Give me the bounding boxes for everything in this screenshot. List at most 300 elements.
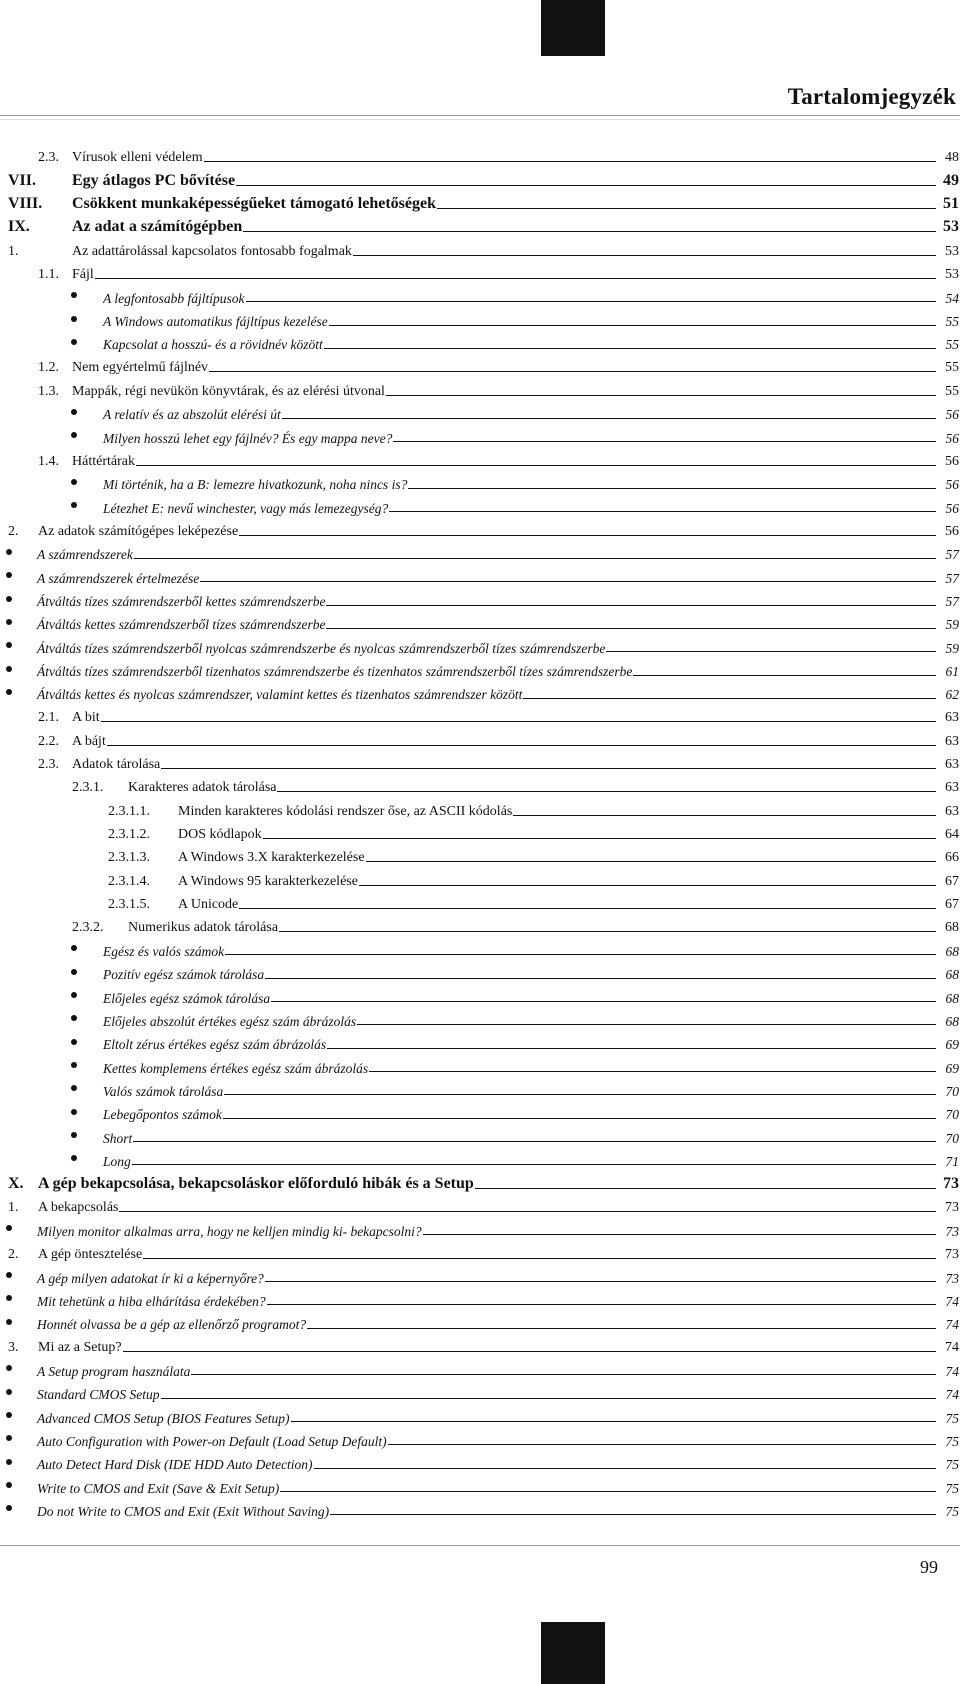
toc-entry-page: 56 [945,407,959,423]
toc-leader-line [408,488,936,489]
toc-entry-page: 68 [945,943,959,959]
toc-entry-title: A bájt [72,733,106,749]
toc-entry[interactable] [0,212,959,235]
toc-entry[interactable] [0,819,959,842]
toc-entry-page: 63 [945,733,959,749]
toc-entry-page: 68 [945,967,959,983]
toc-leader-line [314,1468,936,1469]
toc-entry[interactable] [0,235,959,258]
toc-entry-page: 74 [945,1363,959,1379]
toc-entry-title: Kapcsolat a hosszú- és a rövidnév között [103,337,323,353]
header-rule [0,115,960,116]
bullet-icon [6,1225,12,1231]
toc-entry-page: 67 [945,873,959,889]
toc-entry-title: Háttértárak [72,453,135,469]
toc-entry-page: 57 [945,594,959,610]
toc-entry[interactable] [0,375,959,398]
toc-entry-title: Auto Configuration with Power-on Default (Load Setup Default) [37,1433,387,1449]
toc-leader-line [204,161,936,162]
bullet-icon [71,339,77,345]
toc-entry-page: 74 [945,1387,959,1403]
toc-entry[interactable] [0,1285,959,1308]
toc-entry[interactable] [0,1215,959,1238]
toc-leader-line [327,1048,936,1049]
toc-entry[interactable] [0,1028,959,1051]
toc-entry-number: 2. [8,1246,19,1262]
toc-entry-page: 56 [945,453,959,469]
toc-leader-line [119,1211,936,1212]
toc-entry[interactable] [0,1262,959,1285]
toc-leader-line [291,1421,936,1422]
toc-leader-line [353,255,936,256]
bullet-icon [71,479,77,485]
toc-entry[interactable] [0,749,959,772]
toc-entry-title: Milyen monitor alkalmas arra, hogy ne kelljen mindig ki- bekapcsolni? [37,1223,422,1239]
toc-entry[interactable] [0,1448,959,1471]
page-tab-top [541,0,605,56]
toc-entry[interactable] [0,1192,959,1215]
toc-leader-line [143,1258,936,1259]
bullet-icon [6,642,12,648]
toc-leader-line [386,395,936,396]
toc-entry[interactable] [0,632,959,655]
toc-leader-line [95,278,936,279]
toc-entry[interactable] [0,725,959,748]
toc-entry-number: 1. [8,243,19,259]
toc-entry-page: 70 [945,1083,959,1099]
page-title: Tartalomjegyzék [787,84,956,109]
footer-rule [0,1545,960,1546]
toc-entry-page: 74 [945,1340,959,1356]
toc-entry[interactable] [0,655,959,678]
toc-leader-line [357,1024,936,1025]
toc-entry[interactable] [0,469,959,492]
toc-entry-page: 49 [943,171,959,189]
toc-entry-title: A számrendszerek értelmezése [37,570,200,586]
toc-entry-title: A legfontosabb fájltípusok [103,290,245,306]
bullet-icon [71,945,77,951]
bullet-icon [71,1062,77,1068]
toc-entry-number: IX. [8,218,30,236]
toc-entry-page: 56 [945,500,959,516]
toc-leader-line [224,1094,936,1095]
toc-entry-page: 73 [945,1246,959,1262]
toc-leader-line [324,348,936,349]
toc-leader-line [161,768,936,769]
toc-entry[interactable] [0,1145,959,1168]
toc-entry-number: 2.3.1.4. [108,873,150,889]
toc-entry[interactable] [0,142,959,165]
bullet-icon [6,1295,12,1301]
toc-entry[interactable] [0,352,959,375]
toc-entry-title: A Unicode [178,896,239,912]
toc-entry-page: 73 [943,1174,959,1192]
toc-entry[interactable] [0,889,959,912]
toc-entry-page: 75 [945,1433,959,1449]
toc-entry-title: A Windows automatikus fájltípus kezelése [103,314,328,330]
toc-entry[interactable] [0,539,959,562]
toc-leader-line [359,885,936,886]
toc-entry-title: A Windows 3.X karakterkezelése [178,850,365,866]
toc-entry-page: 71 [945,1153,959,1169]
toc-entry-title: Karakteres adatok tárolása [128,780,277,796]
toc-leader-line [123,1351,936,1352]
toc-entry[interactable] [0,1052,959,1075]
toc-entry-number: 2.3.1.2. [108,826,150,842]
toc-entry-page: 56 [945,477,959,493]
toc-leader-line [330,1514,936,1515]
bullet-icon [6,666,12,672]
toc-leader-line [161,1398,937,1399]
toc-entry[interactable] [0,585,959,608]
bullet-icon [6,1435,12,1441]
toc-leader-line [280,1491,936,1492]
toc-entry-page: 57 [945,570,959,586]
toc-entry-page: 57 [945,547,959,563]
bullet-icon [6,1412,12,1418]
toc-entry-title: Nem egyértelmű fájlnév [72,360,209,376]
toc-leader-line [389,511,936,512]
toc-entry[interactable] [0,329,959,352]
toc-leader-line [279,931,936,932]
toc-entry[interactable] [0,282,959,305]
toc-entry-page: 75 [945,1410,959,1426]
toc-entry-page: 55 [945,337,959,353]
toc-entry-number: 2. [8,523,19,539]
page-number: 99 [920,1557,938,1577]
toc-entry-page: 75 [945,1480,959,1496]
toc-entry[interactable] [0,1472,959,1495]
toc-entry-title: A gép milyen adatokat ír ki a képernyőre? [37,1270,264,1286]
toc-entry-title: A Setup program használata [37,1363,191,1379]
toc-entry-title: Pozitív egész számok tárolása [103,967,265,983]
toc-entry[interactable] [0,958,959,981]
toc-entry-number: 1.1. [38,266,59,282]
toc-entry-page: 63 [945,710,959,726]
toc-entry-title: A Windows 95 karakterkezelése [178,873,358,889]
toc-entry[interactable] [0,1075,959,1098]
toc-entry[interactable] [0,702,959,725]
bullet-icon [71,316,77,322]
toc-entry-title: Mit tehetünk a hiba elhárítása érdekében? [37,1293,266,1309]
toc-entry-page: 68 [945,990,959,1006]
toc-entry-title: Egész és valós számok [103,943,225,959]
toc-entry-page: 61 [945,664,959,680]
toc-entry-number: 2.3.1.1. [108,803,150,819]
toc-entry-title: Milyen hosszú lehet egy fájlnév? És egy mappa neve? [103,430,393,446]
toc-leader-line [265,1281,936,1282]
toc-entry-title: Előjeles egész számok tárolása [103,990,271,1006]
toc-leader-line [282,418,936,419]
toc-leader-line [236,185,936,186]
toc-entry-title: Csökkent munkaképességűeket támogató lehetőségek [72,194,436,212]
bullet-icon [71,409,77,415]
toc-entry[interactable] [0,1425,959,1448]
toc-entry-title: Standard CMOS Setup [37,1387,160,1403]
toc-entry-title: Short [103,1130,133,1146]
toc-entry-title: Egy átlagos PC bővítése [72,171,236,189]
bullet-icon [71,432,77,438]
toc-leader-line [246,301,937,302]
toc-entry[interactable] [0,609,959,632]
toc-entry-page: 55 [945,360,959,376]
toc-entry[interactable] [0,259,959,282]
bullet-icon [6,1319,12,1325]
table-of-contents [0,142,959,1518]
bullet-icon [71,1085,77,1091]
toc-entry-title: Minden karakteres kódolási rendszer őse, az ASCII kódolás [178,803,513,819]
toc-entry[interactable] [0,1495,959,1518]
toc-entry[interactable] [0,1122,959,1145]
toc-entry-page: 54 [945,290,959,306]
toc-entry[interactable] [0,1378,959,1401]
toc-entry-title: Átváltás kettes és nyolcas számrendszer, valamint kettes és tizenhatos számrendszer között [37,687,523,703]
toc-entry[interactable] [0,515,959,538]
toc-entry-page: 70 [945,1107,959,1123]
bullet-icon [71,1155,77,1161]
toc-entry-page: 53 [945,243,959,259]
toc-entry-title: A számrendszerek [37,547,133,563]
toc-leader-line [133,1141,936,1142]
bullet-icon [6,572,12,578]
toc-entry[interactable] [0,912,959,935]
toc-entry-number: 2.3.1. [72,780,104,796]
toc-entry-title: Lebegőpontos számok [103,1107,222,1123]
toc-leader-line [101,721,936,722]
toc-leader-line [606,651,936,652]
toc-entry-title: Valós számok tárolása [103,1083,224,1099]
bullet-icon [71,292,77,298]
bullet-icon [6,619,12,625]
toc-entry-number: 2.3.2. [72,920,104,936]
toc-entry-number: X. [8,1174,24,1192]
toc-leader-line [475,1188,936,1189]
toc-entry[interactable] [0,399,959,422]
toc-entry-title: Numerikus adatok tárolása [128,920,279,936]
toc-entry-page: 69 [945,1037,959,1053]
toc-entry-page: 73 [945,1223,959,1239]
toc-entry-page: 75 [945,1457,959,1473]
toc-entry[interactable] [0,562,959,585]
toc-entry-page: 70 [945,1130,959,1146]
toc-entry-title: Átváltás tízes számrendszerből kettes számrendszerbe [37,594,326,610]
toc-entry-page: 66 [945,850,959,866]
toc-entry-title: Átváltás tízes számrendszerből tizenhatos számrendszerbe és tizenhatos számrendszerből tízes számrendszerbe [37,664,633,680]
toc-entry[interactable] [0,1238,959,1261]
toc-entry[interactable] [0,795,959,818]
toc-entry-title: Az adatok számítógépes leképezése [38,523,239,539]
toc-leader-line [437,208,936,209]
toc-entry-page: 68 [945,920,959,936]
toc-entry[interactable] [0,1402,959,1425]
toc-entry-page: 74 [945,1317,959,1333]
toc-leader-line [134,558,936,559]
toc-leader-line [277,791,936,792]
toc-entry-title: Mi az a Setup? [38,1340,122,1356]
toc-entry-title: Mi történik, ha a B: lemezre hivatkozunk, noha nincs is? [103,477,408,493]
toc-entry[interactable] [0,1332,959,1355]
toc-leader-line [523,698,936,699]
toc-entry-title: Az adat a számítógépben [72,218,243,236]
toc-entry[interactable] [0,1098,959,1121]
toc-leader-line [263,838,936,839]
bullet-icon [6,1272,12,1278]
toc-leader-line [326,628,936,629]
bullet-icon [71,502,77,508]
toc-leader-line [209,371,936,372]
page-tab-bottom [541,1622,605,1684]
toc-leader-line [132,1164,936,1165]
toc-entry[interactable] [0,865,959,888]
toc-entry-page: 53 [945,266,959,282]
toc-leader-line [393,441,936,442]
toc-entry-page: 64 [945,826,959,842]
toc-leader-line [191,1374,936,1375]
toc-leader-line [369,1071,936,1072]
bullet-icon [71,992,77,998]
bullet-icon [71,1015,77,1021]
toc-leader-line [267,1304,936,1305]
toc-entry-title: Átváltás tízes számrendszerből nyolcas számrendszerbe és nyolcas számrendszerből tízes számrendszerbe [37,640,606,656]
toc-entry-number: 1.3. [38,383,59,399]
toc-entry-number: 2.3. [38,150,59,166]
toc-entry-title: A gép öntesztelése [38,1246,143,1262]
toc-leader-line [239,535,936,536]
toc-entry[interactable] [0,1168,959,1191]
toc-entry[interactable] [0,982,959,1005]
toc-entry[interactable] [0,772,959,795]
bullet-icon [71,1039,77,1045]
toc-entry-page: 48 [945,150,959,166]
toc-leader-line [388,1444,936,1445]
toc-entry-title: A bekapcsolás [38,1200,119,1216]
toc-entry-page: 56 [945,430,959,446]
toc-leader-line [366,861,936,862]
toc-entry[interactable] [0,679,959,702]
toc-entry[interactable] [0,1308,959,1331]
toc-entry[interactable] [0,445,959,468]
bullet-icon [6,1365,12,1371]
toc-entry-title: Write to CMOS and Exit (Save & Exit Setup) [37,1480,280,1496]
toc-entry-title: Eltolt zérus értékes egész szám ábrázolás [103,1037,327,1053]
toc-entry-number: 1.2. [38,360,59,376]
toc-entry-title: Létezhet E: nevű winchester, vagy más lemezegység? [103,500,389,516]
toc-leader-line [513,815,936,816]
toc-entry-title: Átváltás kettes számrendszerből tízes számrendszerbe [37,617,326,633]
toc-leader-line [423,1234,936,1235]
toc-leader-line [225,954,936,955]
toc-leader-line [326,605,936,606]
toc-leader-line [107,745,936,746]
bullet-icon [71,1109,77,1115]
toc-entry[interactable] [0,305,959,328]
toc-entry-title: Do not Write to CMOS and Exit (Exit Without Saving) [37,1503,330,1519]
toc-entry-number: 2.3.1.3. [108,850,150,866]
toc-entry[interactable] [0,935,959,958]
toc-entry-number: 2.2. [38,733,59,749]
toc-entry-page: 69 [945,1060,959,1076]
toc-leader-line [223,1118,936,1119]
toc-entry-title: Advanced CMOS Setup (BIOS Features Setup) [37,1410,290,1426]
toc-entry-page: 63 [945,756,959,772]
toc-entry-number: 2.1. [38,710,59,726]
toc-entry-page: 55 [945,314,959,330]
toc-entry-page: 74 [945,1293,959,1309]
toc-leader-line [271,1001,936,1002]
bullet-icon [6,1482,12,1488]
toc-entry-title: Auto Detect Hard Disk (IDE HDD Auto Detection) [37,1457,313,1473]
toc-entry-page: 56 [945,523,959,539]
toc-entry[interactable] [0,842,959,865]
toc-entry-title: Mappák, régi nevükön könyvtárak, és az elérési útvonal [72,383,385,399]
toc-entry-title: A gép bekapcsolása, bekapcsoláskor előforduló hibák és a Setup [38,1174,474,1192]
toc-entry-number: 1.4. [38,453,59,469]
toc-entry-title: Vírusok elleni védelem [72,150,203,166]
bullet-icon [6,596,12,602]
bullet-icon [71,969,77,975]
toc-entry-page: 75 [945,1503,959,1519]
toc-entry-page: 63 [945,780,959,796]
toc-leader-line [329,325,936,326]
toc-entry-page: 59 [945,617,959,633]
toc-entry-title: Az adattárolással kapcsolatos fontosabb fogalmak [72,243,352,259]
bullet-icon [6,1389,12,1395]
toc-entry-page: 53 [943,218,959,236]
toc-entry-page: 63 [945,803,959,819]
toc-leader-line [265,978,936,979]
toc-entry[interactable] [0,189,959,212]
toc-entry[interactable] [0,1005,959,1028]
bullet-icon [6,689,12,695]
bullet-icon [6,1505,12,1511]
toc-entry-title: A relatív és az abszolút elérési út [103,407,281,423]
toc-entry-title: Előjeles abszolút értékes egész szám ábrázolás [103,1013,357,1029]
toc-entry-number: VIII. [8,194,43,212]
toc-entry-number: 3. [8,1340,19,1356]
toc-entry-number: 1. [8,1200,19,1216]
toc-entry-number: 2.3.1.5. [108,896,150,912]
toc-leader-line [307,1328,936,1329]
toc-entry[interactable] [0,422,959,445]
toc-leader-line [239,908,936,909]
toc-entry-page: 73 [945,1200,959,1216]
toc-entry-page: 59 [945,640,959,656]
toc-entry-page: 68 [945,1013,959,1029]
toc-entry-page: 67 [945,896,959,912]
toc-entry-page: 51 [943,194,959,212]
toc-entry-title: Long [103,1153,131,1169]
toc-entry[interactable] [0,492,959,515]
toc-entry-title: Adatok tárolása [72,756,161,772]
toc-leader-line [243,231,936,232]
toc-leader-line [200,581,936,582]
bullet-icon [6,549,12,555]
toc-entry-page: 73 [945,1270,959,1286]
toc-entry[interactable] [0,165,959,188]
toc-entry-number: 2.3. [38,756,59,772]
toc-entry-title: Fájl [72,266,94,282]
toc-entry-title: A bit [72,710,100,726]
toc-entry-page: 62 [945,687,959,703]
bullet-icon [6,1459,12,1465]
toc-entry-page: 55 [945,383,959,399]
bullet-icon [71,1132,77,1138]
toc-leader-line [633,675,936,676]
toc-entry-title: Honnét olvassa be a gép az ellenőrző programot? [37,1317,307,1333]
toc-entry-title: DOS kódlapok [178,826,262,842]
toc-entry[interactable] [0,1355,959,1378]
toc-entry-number: VII. [8,171,37,189]
